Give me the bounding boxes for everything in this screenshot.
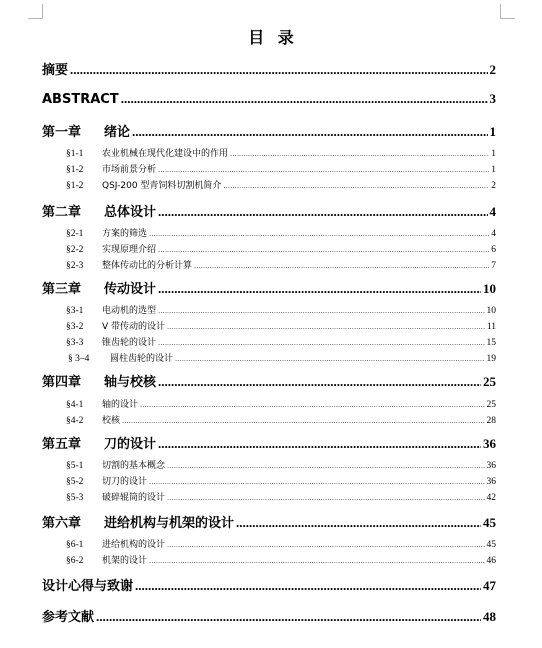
toc-entry-label [66,537,165,550]
toc-entry-label [66,474,147,487]
toc-entry-label [68,351,173,364]
toc-dot-leader [167,323,485,331]
toc-dot-leader [167,494,484,502]
toc-page-number: 1 [491,149,496,159]
toc-chapter-entry [42,606,496,625]
toc-entry-number: §3-1 [66,306,84,316]
toc-dot-leader [158,307,484,315]
toc-dot-leader [158,246,489,254]
toc-page-number: 45 [483,515,496,530]
toc-section-entry [66,490,496,503]
toc-dot-leader [96,609,481,625]
toc-entry-label [66,490,165,503]
toc-entry-label [42,121,130,140]
toc-entry-label [42,201,156,220]
toc-dot-leader [122,417,484,425]
toc-entry-label [66,146,228,159]
toc-page-number: 2 [491,181,496,191]
toc-entry-number: 第二章 [42,205,82,220]
toc-dot-leader [140,401,484,409]
toc-entry-text: 切刀的设计 [102,477,148,487]
toc-dot-leader [149,557,484,565]
toc-page-number: 45 [486,540,496,550]
page-corner-mark-right [500,4,515,19]
toc-chapter-entry [42,121,496,140]
toc-entry-label [66,178,221,191]
toc-entry-label [66,413,120,426]
toc-entry-number: §2-3 [66,261,84,271]
toc-page-number: 6 [491,245,496,255]
toc-dot-leader [158,281,481,297]
toc-dot-leader [194,262,489,270]
toc-entry-number: §6-2 [66,556,84,566]
toc-entry-text: 电动机的选型 [102,306,157,316]
toc-page-number: 10 [486,306,496,316]
toc-entry-text: 总体设计 [104,205,157,220]
toc-entry-number: 第一章 [42,125,82,140]
toc-entry-number: §6-1 [66,540,84,550]
toc-chapter-entry [42,59,496,78]
toc-page-number: 4 [491,229,496,239]
toc-entry-number: §1-2 [66,181,84,191]
toc-entry-text: 摘要 [42,63,69,78]
toc-entry-text: 切割的基本概念 [102,461,166,471]
toc-entry-label [66,162,156,175]
toc-page-number: 11 [486,322,496,332]
toc-entry-label [66,458,165,471]
toc-entry-text: 实现原理介绍 [102,245,157,255]
toc-entry-number: §4-2 [66,416,84,426]
toc-entry-text: 方案的筛选 [102,229,148,239]
toc-entry-number: 第六章 [42,516,82,531]
toc-page-number: 25 [486,400,496,410]
toc-entry-text: 进给机构的设计 [102,540,166,550]
toc-section-entry [66,335,496,348]
toc-entry-number: §4-1 [66,400,84,410]
toc-entry-label [66,226,147,239]
toc-section-entry [66,474,496,487]
toc-title: 目 录 [248,28,294,47]
toc-dot-leader [121,91,488,107]
toc-dot-leader [158,374,481,390]
toc-page-number: 4 [489,204,496,219]
toc-page-number: 25 [483,374,496,389]
toc-dot-leader [132,124,487,140]
toc-page-number: 1 [489,124,496,139]
toc-entry-text: V 带传动的设计 [102,322,166,332]
toc-entry-number: §3-3 [66,338,84,348]
toc-page-number: 3 [489,91,496,106]
page-corner-mark-left [28,4,43,19]
toc-chapter-entry [42,278,496,297]
toc-chapter-entry [42,433,496,452]
toc-page-number: 1 [491,165,496,175]
toc-entry-label [42,371,156,390]
toc-entry-label [42,59,68,78]
toc-entry-text: 轴与校核 [104,375,157,390]
toc-entry-label [42,575,133,594]
toc-entry-label [42,433,156,452]
toc-section-entry [66,553,496,566]
toc-entry-label [42,278,156,297]
toc-page-number: 36 [486,461,496,471]
toc-dot-leader [135,578,481,594]
toc-dot-leader [149,230,489,238]
toc-entry-number: 第三章 [42,282,82,297]
toc-entry-text: 圆柱齿轮的设计 [110,354,174,364]
toc-dot-leader [236,515,481,531]
toc-section-entry [66,178,496,191]
toc-chapter-entry [42,512,496,531]
toc-entry-number: §3-2 [66,322,84,332]
toc-dot-leader [167,462,484,470]
toc-dot-leader [158,204,487,220]
toc-entry-text: 设计心得与致谢 [42,579,134,594]
toc-dot-leader [230,150,489,158]
toc-page-number: 2 [489,62,496,77]
toc-entry-text: 绪论 [104,125,131,140]
toc-dot-leader [167,541,484,549]
toc-entry-number: §1-1 [66,149,84,159]
toc-entry-text: 锥齿轮的设计 [102,338,157,348]
toc-dot-leader [223,182,489,190]
toc-page-number: 10 [483,281,496,296]
toc-entry-text: 农业机械在现代化建设中的作用 [102,149,229,159]
toc-dot-leader [158,339,484,347]
toc-entry-number: §5-2 [66,477,84,487]
toc-entry-label [66,258,192,271]
toc-entry-label [66,553,147,566]
toc-entry-text: 校核 [102,416,121,426]
toc-section-entry [66,226,496,239]
toc-entry-text: QSJ-200 型青饲料切割机简介 [102,181,222,191]
toc-section-entry [66,162,496,175]
toc-page-number: 48 [483,609,496,624]
toc-entry-text: 传动设计 [104,282,157,297]
toc-chapter-entry [42,371,496,390]
toc-entry-text: 机架的设计 [102,556,148,566]
toc-dot-leader [158,166,489,174]
toc-page-number: 36 [486,477,496,487]
toc-section-entry [66,242,496,255]
toc-entry-number: § 3–4 [68,354,90,364]
toc-entry-text: 刀的设计 [104,437,157,452]
toc-page-number: 47 [483,578,496,593]
toc-dot-leader [175,355,484,363]
toc-section-entry [66,458,496,471]
toc-dot-leader [70,62,487,78]
toc-section-entry [66,413,496,426]
toc-entry-label [66,397,138,410]
toc-entry-number: §5-1 [66,461,84,471]
toc-entry-text: 破碎辊筒的设计 [102,493,166,503]
toc-section-entry [66,537,496,550]
toc-chapter-entry [42,201,496,220]
toc-page-number: 36 [483,436,496,451]
toc-chapter-entry [42,91,496,107]
toc-page-number: 7 [491,261,496,271]
toc-entry-number: 第四章 [42,375,82,390]
toc-entry-label [42,92,119,107]
toc-page-number: 28 [486,416,496,426]
toc-page-number: 42 [486,493,496,503]
toc-page-number: 46 [486,556,496,566]
toc-section-entry [66,319,496,332]
toc-page-number: 15 [486,338,496,348]
toc-entry-label [42,606,94,625]
toc-entry-number: §2-2 [66,245,84,255]
toc-entry-label [66,319,165,332]
toc-page-number: 19 [486,354,496,364]
toc-entry-label [66,303,156,316]
toc-chapter-entry [42,575,496,594]
toc-entry-label [66,242,156,255]
toc-entry-label [66,335,156,348]
toc-entry-text: 轴的设计 [102,400,139,410]
toc-section-entry [66,146,496,159]
toc-section-entry [68,351,496,364]
toc-section-entry [66,397,496,410]
toc-section-entry [66,258,496,271]
toc-entry-number: 第五章 [42,437,82,452]
toc-entry-number: §2-1 [66,229,84,239]
toc-dot-leader [158,436,481,452]
toc-section-entry [66,303,496,316]
toc-entry-text: 进给机构与机架的设计 [104,516,235,531]
toc-entry-text: 整体传动比的分析计算 [102,261,193,271]
toc-entry-number: §5-3 [66,493,84,503]
toc-entry-label [42,512,234,531]
toc-entry-text: ABSTRACT [42,92,119,107]
toc-entry-text: 参考文献 [42,610,95,625]
toc-entry-text: 市场前景分析 [102,165,157,175]
toc-entry-number: §1-2 [66,165,84,175]
toc-dot-leader [149,478,484,486]
